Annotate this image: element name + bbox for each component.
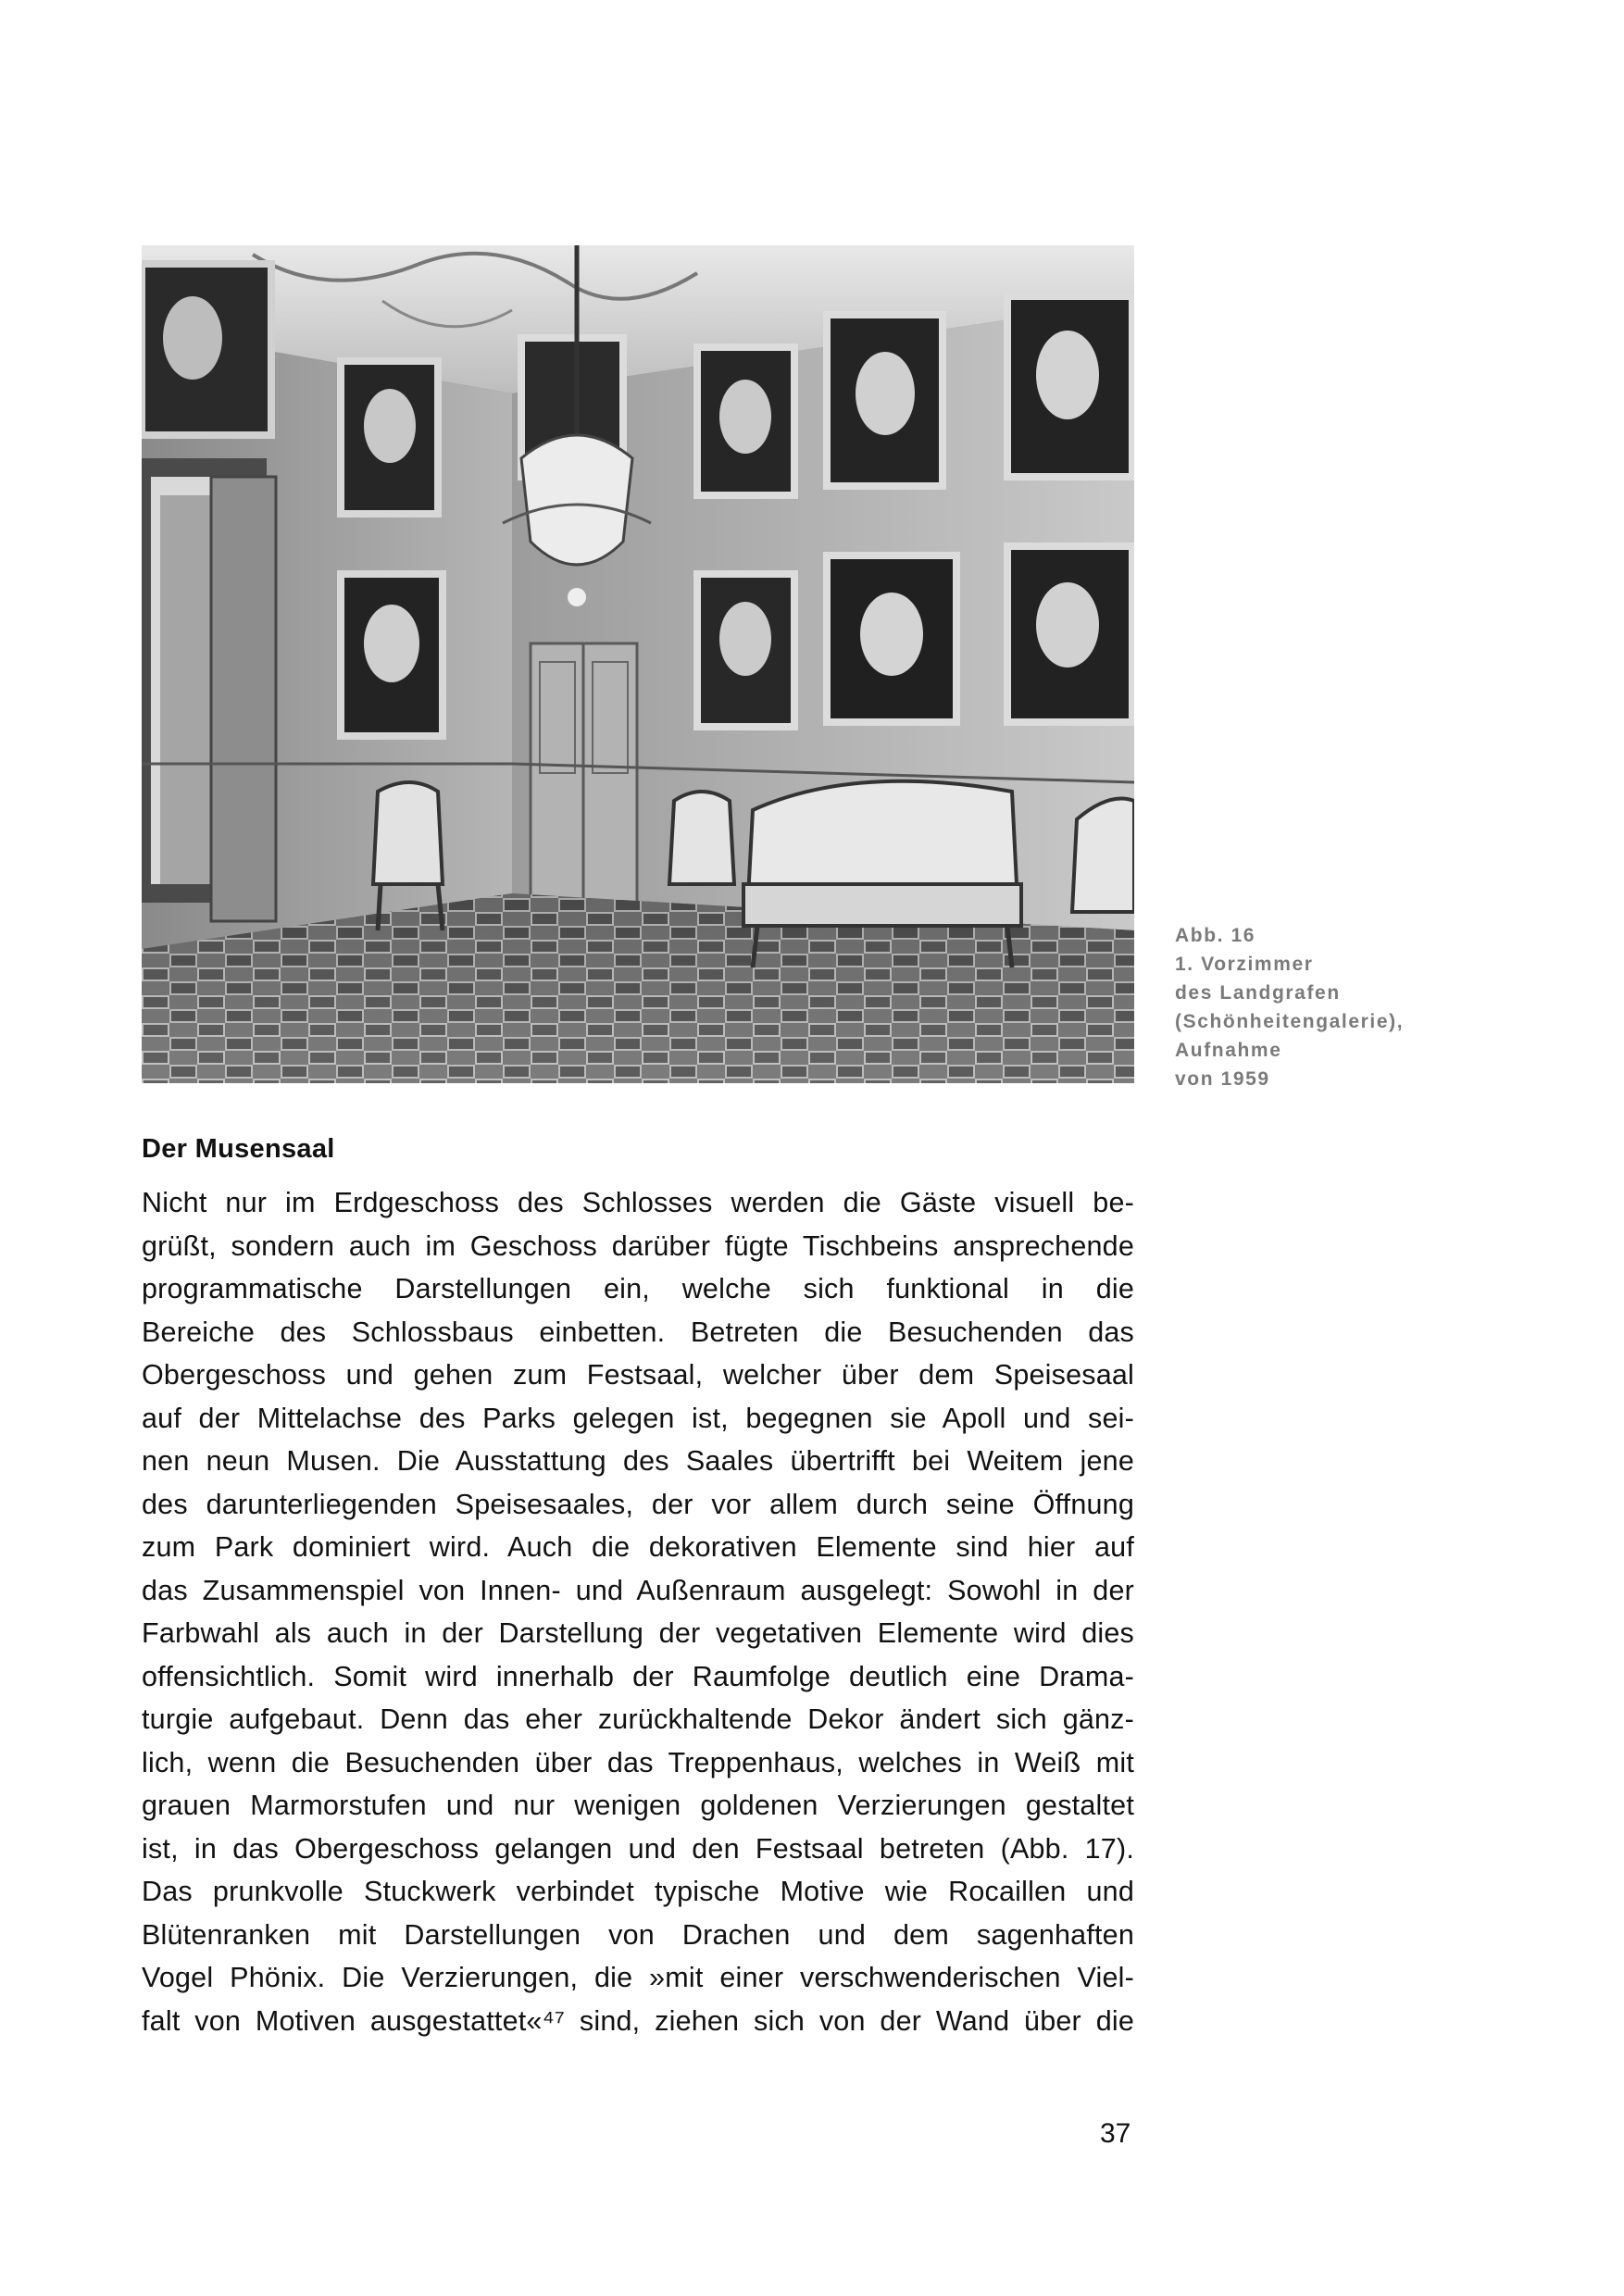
text-line: falt von Motiven ausgestattet«⁴⁷ sind, ziehen sich von der Wand über die	[142, 2004, 1134, 2037]
text-line: programmatische Darstellungen ein, welche sich funktional in die	[142, 1273, 1134, 1304]
figure-caption	[1175, 921, 1453, 1093]
text-line: grauen Marmorstufen und nur wenigen goldenen Verzierungen gestaltet	[142, 1790, 1134, 1821]
text-line: ist, in das Obergeschoss gelangen und den Festsaal betreten (Abb. 17).	[142, 1832, 1134, 1865]
text-line: auf der Mittelachse des Parks gelegen ist, begegnen sie Apoll und sei-	[142, 1402, 1134, 1434]
figure-photograph	[142, 245, 1134, 1083]
caption-line: 1. Vorzimmer	[1175, 954, 1314, 975]
caption-line: (Schönheitengalerie),	[1175, 1011, 1405, 1032]
caption-line: von 1959	[1175, 1068, 1270, 1090]
text-line: grüßt, sondern auch im Geschoss darüber fügte Tischbeins ansprechende	[142, 1229, 1134, 1262]
text-line: Nicht nur im Erdgeschoss des Schlosses werden die Gäste visuell be-	[142, 1187, 1134, 1218]
caption-line: Aufnahme	[1175, 1040, 1282, 1061]
caption-line: Abb. 16	[1175, 925, 1256, 946]
text-line: Blütenranken mit Darstellungen von Drachen und dem sagenhaften	[142, 1918, 1134, 1951]
section-heading: Der Musensaal	[142, 1134, 335, 1164]
body-text	[142, 1181, 1134, 2042]
text-line: des darunterliegenden Speisesaales, der vor allem durch seine Öffnung	[142, 1488, 1134, 1520]
gallery-room-photo	[142, 245, 1134, 1083]
text-line: Obergeschoss und gehen zum Festsaal, welcher über dem Speisesaal	[142, 1359, 1134, 1391]
text-line: Das prunkvolle Stuckwerk verbindet typische Motive wie Rocaillen und	[142, 1876, 1134, 1907]
text-line: zum Park dominiert wird. Auch die dekorativen Elemente sind hier auf	[142, 1531, 1134, 1563]
caption-line: des Landgrafen	[1175, 982, 1341, 1004]
text-line: Bereiche des Schlossbaus einbetten. Betreten die Besuchenden das	[142, 1316, 1134, 1348]
text-line: das Zusammenspiel von Innen- und Außenraum ausgelegt: Sowohl in der	[142, 1574, 1134, 1606]
text-line: offensichtlich. Somit wird innerhalb der Raumfolge deutlich eine Drama-	[142, 1660, 1134, 1692]
text-line: nen neun Musen. Die Ausstattung des Saales übertrifft bei Weitem jene	[142, 1445, 1134, 1477]
text-line: Farbwahl als auch in der Darstellung der vegetativen Elemente wird dies	[142, 1617, 1134, 1649]
text-line: Vogel Phönix. Die Verzierungen, die »mit einer verschwenderischen Viel-	[142, 1962, 1134, 1993]
text-line: lich, wenn die Besuchenden über das Treppenhaus, welches in Weiß mit	[142, 1746, 1134, 1778]
page-number: 37	[1100, 2118, 1131, 2149]
text-line: turgie aufgebaut. Denn das eher zurückhaltende Dekor ändert sich gänz-	[142, 1703, 1134, 1735]
